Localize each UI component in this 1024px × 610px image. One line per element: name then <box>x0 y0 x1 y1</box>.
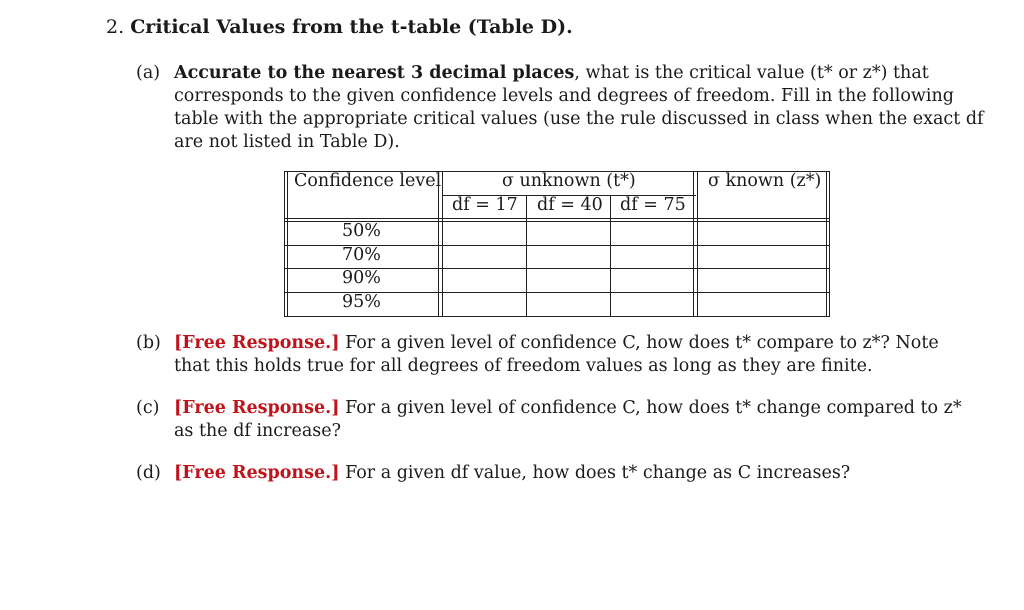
level-90: 90% <box>342 268 381 288</box>
col-border <box>438 171 439 317</box>
part-c-line2: as the df increase? <box>174 421 341 441</box>
col-border <box>287 171 288 317</box>
col-border <box>829 171 830 317</box>
part-a-label: (a) <box>136 63 161 83</box>
col-border <box>697 171 698 317</box>
question-heading: Critical Values from the t-table (Table D). <box>130 16 573 38</box>
header-sigma-unknown: σ unknown (t*) <box>502 171 636 191</box>
part-b-tag: [Free Response.] <box>174 333 340 353</box>
critical-values-table <box>284 171 830 317</box>
part-a-line2: corresponds to the given confidence levels and degrees of freedom. Fill in the following <box>174 86 954 106</box>
part-a-line1 <box>174 62 944 85</box>
part-d-tag: [Free Response.] <box>174 463 340 483</box>
part-a-line3: table with the appropriate critical values (use the rule discussed in class when the exact df <box>174 109 984 129</box>
col-border <box>284 171 285 317</box>
part-b-label: (b) <box>136 333 161 353</box>
level-70: 70% <box>342 245 381 265</box>
part-c-line1 <box>174 397 962 420</box>
part-b-line1 <box>174 332 944 355</box>
level-95: 95% <box>342 292 381 312</box>
header-df-75: df = 75 <box>620 195 686 215</box>
part-a-line4: are not listed in Table D). <box>174 132 400 152</box>
part-d-line1-text: For a given df value, how does t* change as C increases? <box>339 463 851 483</box>
part-a-line1-rest: , what is the critical value (t* or z*) that <box>574 63 929 83</box>
part-b-line2: that this holds true for all degrees of freedom values as long as they are finite. <box>174 356 873 376</box>
part-b-line1-text: For a given level of confidence C, how does t* compare to z*? Note <box>339 333 939 353</box>
part-d-line1 <box>174 462 944 485</box>
col-border <box>442 171 443 317</box>
table-bottom-border <box>284 316 830 317</box>
part-c-line1-text: For a given level of confidence C, how does t* change compared to z* <box>339 398 962 418</box>
level-50: 50% <box>342 221 381 241</box>
question-title <box>106 16 573 38</box>
part-c-tag: [Free Response.] <box>174 398 340 418</box>
question-number: 2. <box>106 16 125 38</box>
col-border <box>826 171 827 317</box>
header-df-17: df = 17 <box>452 195 518 215</box>
col-border <box>693 171 694 317</box>
col-border <box>526 195 527 317</box>
header-bottom-border <box>284 218 830 219</box>
header-df-40: df = 40 <box>537 195 603 215</box>
header-confidence-level: Confidence level <box>294 171 442 191</box>
part-d-label: (d) <box>136 463 161 483</box>
part-c-label: (c) <box>136 398 160 418</box>
header-sigma-known: σ known (z*) <box>708 171 822 191</box>
part-a-bold-lead: Accurate to the nearest 3 decimal places <box>174 63 575 83</box>
col-border <box>610 195 611 317</box>
